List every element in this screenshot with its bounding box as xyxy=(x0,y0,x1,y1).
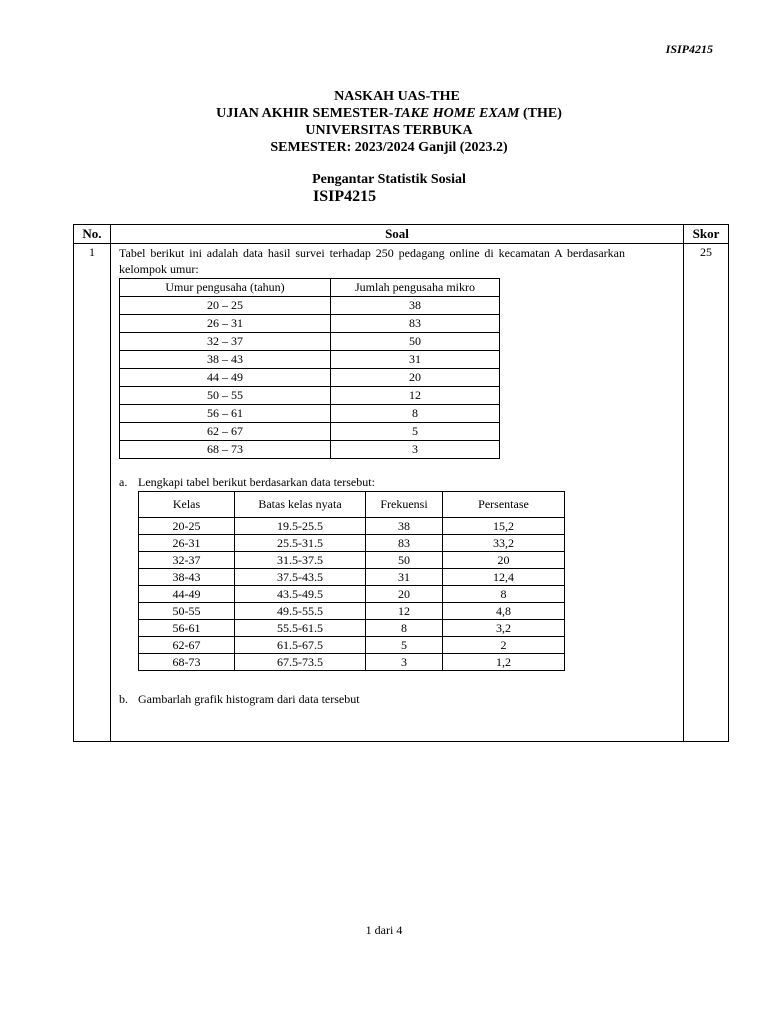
header-title: NASKAH UAS-THE xyxy=(334,89,460,104)
frequency-table-cell: 50 xyxy=(366,552,443,569)
header-no: No. xyxy=(74,225,111,244)
frequency-table-cell: 12,4 xyxy=(443,569,565,586)
age-table-cell: 5 xyxy=(331,423,500,441)
age-table-cell: 31 xyxy=(331,351,500,369)
frequency-table-header xyxy=(139,492,565,518)
frequency-table-cell: 38-43 xyxy=(139,569,235,586)
frequency-table-row xyxy=(139,603,565,620)
header-semester: SEMESTER: 2023/2024 Ganjil (2023.2) xyxy=(270,140,508,155)
exam-header xyxy=(0,88,768,156)
frequency-table-cell: 61.5-67.5 xyxy=(235,637,366,654)
age-table-cell: 32 – 37 xyxy=(120,333,331,351)
header-exam-prefix: UJIAN AKHIR SEMESTER- xyxy=(216,106,394,121)
frequency-table-cell: 25.5-31.5 xyxy=(235,535,366,552)
frequency-table-row xyxy=(139,569,565,586)
frequency-table-cell: 3 xyxy=(366,654,443,671)
frequency-table-header-cell: Persentase xyxy=(443,492,565,518)
age-table-header-cell: Umur pengusaha (tahun) xyxy=(120,279,331,297)
frequency-table-cell: 37.5-43.5 xyxy=(235,569,366,586)
question-score: 25 xyxy=(684,244,729,742)
header-university: UNIVERSITAS TERBUKA xyxy=(305,123,473,138)
frequency-table-cell: 83 xyxy=(366,535,443,552)
page-number: 1 dari 4 xyxy=(365,923,403,937)
frequency-table-header-cell: Batas kelas nyata xyxy=(235,492,366,518)
frequency-table-cell: 31.5-37.5 xyxy=(235,552,366,569)
frequency-table-cell: 12 xyxy=(366,603,443,620)
question-row xyxy=(74,244,729,742)
age-table-row xyxy=(120,297,500,315)
age-table-cell: 8 xyxy=(331,405,500,423)
frequency-table-cell: 5 xyxy=(366,637,443,654)
age-table-row xyxy=(120,387,500,405)
age-table-cell: 44 – 49 xyxy=(120,369,331,387)
frequency-table-row xyxy=(139,654,565,671)
course-code: ISIP4215 xyxy=(313,188,377,205)
age-table-row xyxy=(120,369,500,387)
age-table-cell: 50 xyxy=(331,333,500,351)
frequency-table-header-cell: Frekuensi xyxy=(366,492,443,518)
frequency-table-row xyxy=(139,637,565,654)
header-exam-italic: TAKE HOME EXAM xyxy=(393,106,520,121)
frequency-table-cell: 20 xyxy=(443,552,565,569)
question-number: 1 xyxy=(74,244,111,742)
header-soal: Soal xyxy=(111,225,684,244)
frequency-table-cell: 67.5-73.5 xyxy=(235,654,366,671)
frequency-table-cell: 38 xyxy=(366,518,443,535)
frequency-table-row xyxy=(139,552,565,569)
frequency-table-cell: 56-61 xyxy=(139,620,235,637)
age-data-table xyxy=(119,278,500,459)
frequency-table-cell: 49.5-55.5 xyxy=(235,603,366,620)
age-table-row xyxy=(120,405,500,423)
frequency-table-header-cell: Kelas xyxy=(139,492,235,518)
age-table-cell: 56 – 61 xyxy=(120,405,331,423)
frequency-table-cell: 26-31 xyxy=(139,535,235,552)
frequency-table-cell: 19.5-25.5 xyxy=(235,518,366,535)
age-table-row xyxy=(120,333,500,351)
header-exam-type xyxy=(0,105,768,122)
question-content xyxy=(111,244,684,742)
part-b xyxy=(119,692,625,707)
age-table-cell: 20 – 25 xyxy=(120,297,331,315)
frequency-table-row xyxy=(139,586,565,603)
frequency-table-cell: 20 xyxy=(366,586,443,603)
age-table-cell: 20 xyxy=(331,369,500,387)
frequency-table xyxy=(138,491,565,671)
age-table-cell: 83 xyxy=(331,315,500,333)
frequency-table-cell: 55.5-61.5 xyxy=(235,620,366,637)
frequency-table-cell: 15,2 xyxy=(443,518,565,535)
header-skor: Skor xyxy=(684,225,729,244)
frequency-table-cell: 43.5-49.5 xyxy=(235,586,366,603)
frequency-table-cell: 8 xyxy=(366,620,443,637)
age-table-cell: 26 – 31 xyxy=(120,315,331,333)
part-a xyxy=(119,475,625,490)
document-code: ISIP4215 xyxy=(665,42,713,56)
frequency-table-cell: 8 xyxy=(443,586,565,603)
frequency-table-cell: 1,2 xyxy=(443,654,565,671)
frequency-table-cell: 62-67 xyxy=(139,637,235,654)
question-table xyxy=(73,224,729,742)
frequency-table-cell: 2 xyxy=(443,637,565,654)
age-table-cell: 3 xyxy=(331,441,500,459)
age-table-cell: 62 – 67 xyxy=(120,423,331,441)
frequency-table-cell: 4,8 xyxy=(443,603,565,620)
age-table-row xyxy=(120,423,500,441)
frequency-table-cell: 50-55 xyxy=(139,603,235,620)
frequency-table-row xyxy=(139,518,565,535)
part-b-marker: b. xyxy=(119,692,128,706)
header-exam-suffix: (THE) xyxy=(519,106,562,121)
age-table-cell: 38 – 43 xyxy=(120,351,331,369)
age-table-cell: 12 xyxy=(331,387,500,405)
frequency-table-cell: 20-25 xyxy=(139,518,235,535)
frequency-table-row xyxy=(139,535,565,552)
age-table-cell: 50 – 55 xyxy=(120,387,331,405)
part-a-text: Lengkapi tabel berikut berdasarkan data tersebut: xyxy=(138,475,375,489)
frequency-table-cell: 68-73 xyxy=(139,654,235,671)
frequency-table-cell: 44-49 xyxy=(139,586,235,603)
age-table-row xyxy=(120,315,500,333)
age-table-header xyxy=(120,279,500,297)
question-intro: Tabel berikut ini adalah data hasil survei terhadap 250 pedagang online di kecamatan A berdasarkan kelompok umur: xyxy=(119,246,625,276)
age-table-cell: 38 xyxy=(331,297,500,315)
frequency-table-cell: 3,2 xyxy=(443,620,565,637)
frequency-table-cell: 32-37 xyxy=(139,552,235,569)
age-table-row xyxy=(120,441,500,459)
frequency-table-cell: 31 xyxy=(366,569,443,586)
age-table-header-cell: Jumlah pengusaha mikro xyxy=(331,279,500,297)
frequency-table-row xyxy=(139,620,565,637)
frequency-table-cell: 33,2 xyxy=(443,535,565,552)
age-table-row xyxy=(120,351,500,369)
age-table-cell: 68 – 73 xyxy=(120,441,331,459)
course-name: Pengantar Statistik Sosial xyxy=(312,172,466,187)
question-table-header xyxy=(74,225,729,244)
part-a-marker: a. xyxy=(119,475,128,489)
part-b-text: Gambarlah grafik histogram dari data tersebut xyxy=(138,692,360,706)
